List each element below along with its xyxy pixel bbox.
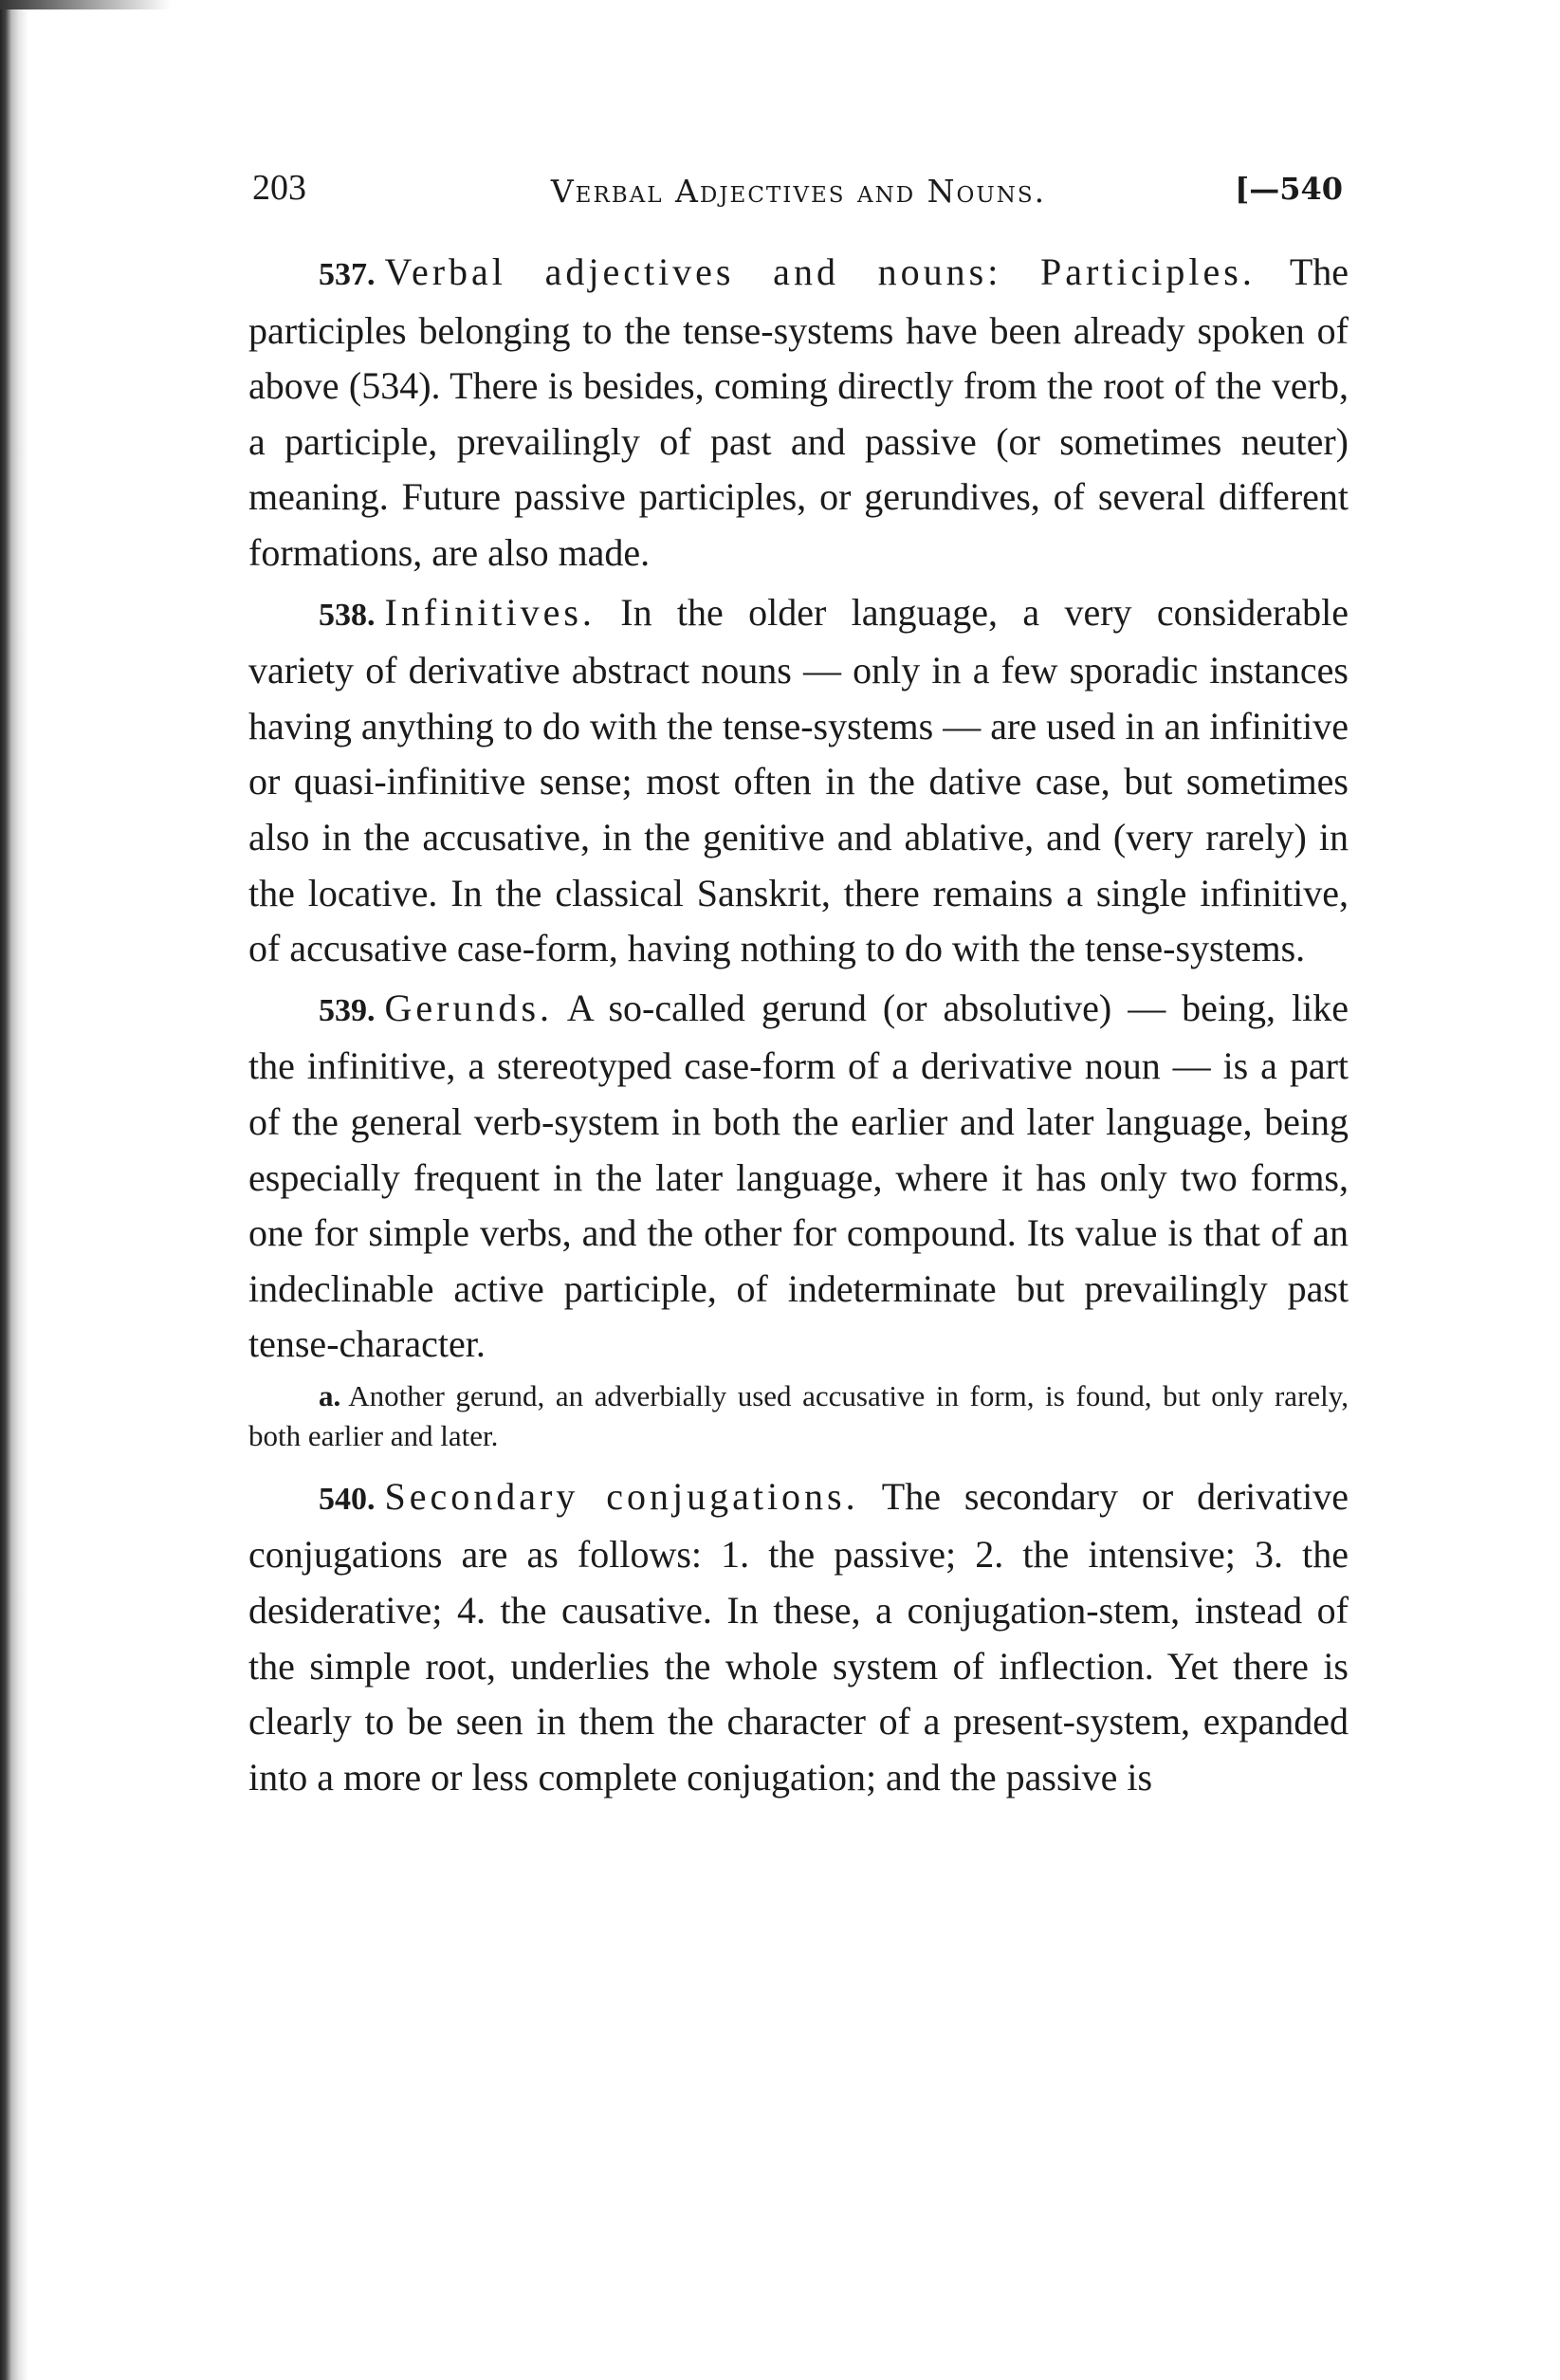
section-537 [248,245,1349,581]
running-title: Verbal Adjectives and Nouns. [550,173,1047,210]
section-text: The participles belonging to the tense-systems have been already spoken of above (534). There is besides, coming directly from the root of the verb, a participle, prevailingly of past and passive (or sometimes neuter) meaning. Future passive participles, or gerundives, of several different formations, are also made. [248,250,1349,574]
section-538 [248,585,1349,977]
page-number: 203 [252,168,306,208]
section-text: In the older language, a very considerable variety of derivative abstract nouns — only in a few sporadic instances having anything to do with the tense-systems — are used in an infinitive or quasi-infinitive sense; most often in the dative case, but sometimes also in the accusative, in the genitive and ablative, and (very rarely) in the locative. In the classical Sanskrit, there remains a single infinitive, of accusative case-form, having nothing to do with the tense-systems. [248,590,1349,970]
section-heading: Verbal adjectives and nouns: Participles. [384,250,1256,293]
section-heading: Infinitives. [384,590,596,634]
section-number: 537. [319,257,376,292]
section-number: 540. [319,1481,376,1517]
scan-top-edge [0,0,171,9]
section-number: 539. [319,992,376,1028]
section-539-note [248,1376,1349,1456]
book-page [248,167,1349,1809]
section-539 [248,981,1349,1373]
section-heading: Secondary conjugations. [384,1474,859,1518]
section-540 [248,1469,1349,1806]
section-range: [—540 [1235,171,1343,207]
note-letter: a. [319,1378,341,1412]
note-text: Another gerund, an adverbially used accusative in form, is found, but only rarely, both earlier and later. [248,1378,1349,1452]
body-text [248,245,1349,1805]
section-text: The secondary or derivative conjugations are as follows: 1. the passive; 2. the intensive; 3. the desiderative; 4. the causative. In these, a conjugation-stem, instead of the simple root, underlies the whole system of inflection. Yet there is clearly to be seen in them the character of a present-system, expanded into a more or less complete conjugation; and the passive is [248,1474,1349,1799]
section-text: A so-called gerund (or absolutive) — being, like the infinitive, a stereotyped case-form of a derivative noun — is a part of the general verb-system in both the earlier and later language, being especially frequent in the later language, where it has only two forms, one for simple verbs, and the other for compound. Its value is that of an indeclinable active participle, of indeterminate but prevailingly past tense-character. [248,986,1349,1366]
running-head [248,167,1349,233]
section-number: 538. [319,597,376,633]
scan-binding-edge [0,0,28,2380]
section-heading: Gerunds. [384,986,554,1029]
